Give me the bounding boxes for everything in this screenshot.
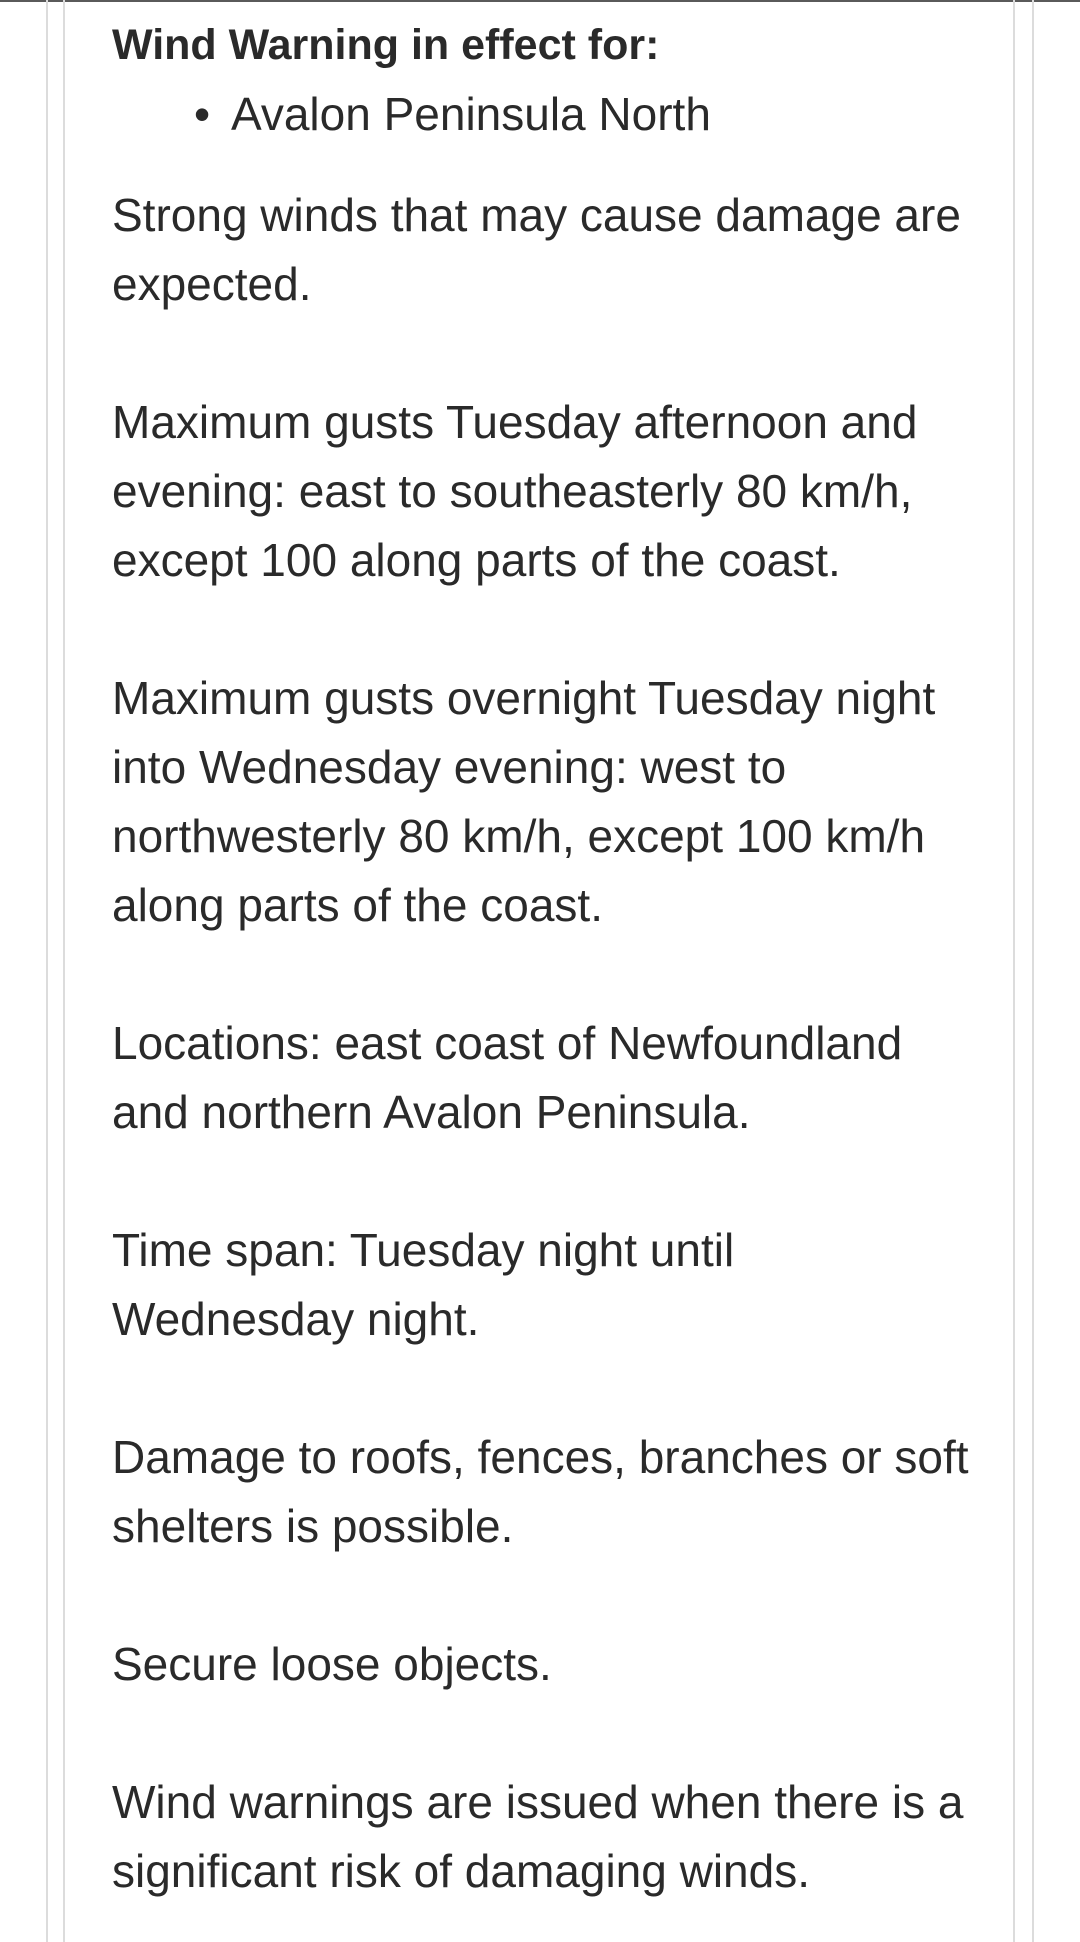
paragraph-gusts-overnight: Maximum gusts overnight Tuesday night into Wednesday evening: west to northwesterly 80 km/h, except 100 km/h along parts of the coast.: [112, 672, 936, 931]
paragraph-damage: Damage to roofs, fences, branches or soft shelters is possible.: [112, 1431, 969, 1552]
paragraph-summary: Strong winds that may cause damage are expected.: [112, 189, 961, 310]
paragraph-advice: Secure loose objects.: [112, 1638, 552, 1690]
left-inner-border: [63, 0, 65, 1942]
region-label: Avalon Peninsula North: [231, 88, 711, 140]
right-inner-border: [1013, 0, 1015, 1942]
region-item: [112, 80, 972, 148]
paragraph-time-span: Time span: Tuesday night until Wednesday night.: [112, 1224, 735, 1345]
region-list: [112, 80, 972, 148]
left-outer-border: [46, 0, 48, 1942]
paragraph-criteria: Wind warnings are issued when there is a significant risk of damaging winds.: [112, 1776, 964, 1897]
bullet-icon: •: [194, 88, 211, 140]
paragraph-gusts-tuesday: Maximum gusts Tuesday afternoon and evening: east to southeasterly 80 km/h, except 100 along parts of the coast.: [112, 396, 918, 586]
top-divider: [0, 0, 1080, 2]
right-outer-border: [1032, 0, 1034, 1942]
warning-heading: Wind Warning in effect for:: [112, 21, 660, 69]
paragraph-locations: Locations: east coast of Newfoundland and northern Avalon Peninsula.: [112, 1017, 903, 1138]
warning-content: [112, 10, 972, 1906]
